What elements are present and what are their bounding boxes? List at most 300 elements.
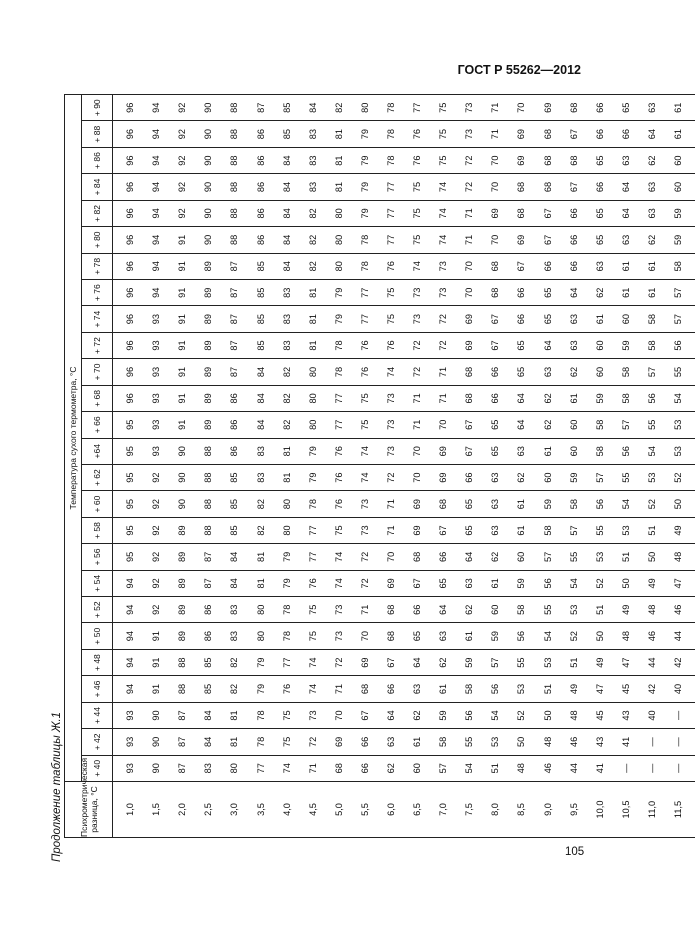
humidity-value-cell: 40 <box>639 702 665 728</box>
humidity-value-cell: 77 <box>378 174 404 200</box>
humidity-value-cell: 65 <box>456 517 482 543</box>
humidity-value-cell: 69 <box>326 729 352 755</box>
temperature-column-header: + 80 <box>82 227 113 253</box>
humidity-value-cell: 85 <box>247 253 273 279</box>
humidity-value-cell: 85 <box>274 95 300 121</box>
table-row <box>508 95 534 838</box>
humidity-value-cell: 90 <box>195 95 221 121</box>
humidity-value-cell: 70 <box>482 174 508 200</box>
humidity-value-cell: 73 <box>326 623 352 649</box>
humidity-value-cell: 74 <box>352 438 378 464</box>
humidity-value-cell: 83 <box>274 332 300 358</box>
humidity-value-cell: 87 <box>221 332 247 358</box>
humidity-value-cell: 92 <box>143 464 169 490</box>
humidity-value-cell: 59 <box>665 227 695 253</box>
humidity-value-cell: 71 <box>456 200 482 226</box>
humidity-value-cell: 89 <box>195 385 221 411</box>
humidity-value-cell: 86 <box>195 623 221 649</box>
humidity-value-cell: 65 <box>456 491 482 517</box>
humidity-value-cell: 72 <box>300 729 326 755</box>
humidity-value-cell: 80 <box>300 385 326 411</box>
humidity-value-cell: 92 <box>143 597 169 623</box>
humidity-value-cell: 89 <box>195 253 221 279</box>
humidity-value-cell: 83 <box>247 464 273 490</box>
humidity-value-cell: 89 <box>195 279 221 305</box>
humidity-value-cell: 94 <box>143 174 169 200</box>
humidity-value-cell: 90 <box>195 121 221 147</box>
humidity-value-cell: 67 <box>456 412 482 438</box>
humidity-value-cell: 96 <box>113 227 144 253</box>
humidity-value-cell: 65 <box>587 147 613 173</box>
humidity-value-cell: 50 <box>508 729 534 755</box>
temperature-column-header: + 56 <box>82 544 113 570</box>
humidity-value-cell: 75 <box>404 200 430 226</box>
humidity-value-cell: 77 <box>378 200 404 226</box>
humidity-value-cell: 68 <box>535 121 561 147</box>
humidity-value-cell: 61 <box>587 306 613 332</box>
table-row <box>561 95 587 838</box>
humidity-value-cell: 85 <box>247 306 273 332</box>
humidity-value-cell: 68 <box>561 147 587 173</box>
humidity-value-cell: 67 <box>535 200 561 226</box>
humidity-value-cell: — <box>665 729 695 755</box>
humidity-value-cell: 92 <box>143 544 169 570</box>
humidity-value-cell: 46 <box>561 729 587 755</box>
table-row <box>482 95 508 838</box>
humidity-value-cell: 84 <box>274 253 300 279</box>
humidity-value-cell: 69 <box>482 200 508 226</box>
humidity-value-cell: 57 <box>561 517 587 543</box>
table-header <box>65 95 113 838</box>
humidity-value-cell: 61 <box>639 253 665 279</box>
temperature-column-header: + 90 <box>82 95 113 121</box>
psychrometric-difference-cell: 1,5 <box>143 782 169 838</box>
humidity-value-cell: 87 <box>221 253 247 279</box>
humidity-value-cell: 67 <box>404 570 430 596</box>
humidity-value-cell: 67 <box>535 227 561 253</box>
humidity-value-cell: 63 <box>482 491 508 517</box>
table-body <box>113 95 695 838</box>
humidity-value-cell: 64 <box>535 332 561 358</box>
humidity-value-cell: 49 <box>613 597 639 623</box>
humidity-value-cell: 73 <box>352 517 378 543</box>
humidity-value-cell: 74 <box>430 227 456 253</box>
humidity-value-cell: 89 <box>195 306 221 332</box>
humidity-value-cell: 84 <box>274 174 300 200</box>
humidity-value-cell: 96 <box>113 253 144 279</box>
humidity-value-cell: 46 <box>665 597 695 623</box>
humidity-value-cell: 88 <box>195 491 221 517</box>
humidity-value-cell: 91 <box>169 385 195 411</box>
humidity-value-cell: 87 <box>221 279 247 305</box>
humidity-value-cell: 82 <box>247 491 273 517</box>
humidity-value-cell: 66 <box>561 253 587 279</box>
humidity-value-cell: 80 <box>326 227 352 253</box>
humidity-value-cell: 73 <box>404 279 430 305</box>
temperature-column-header: + 52 <box>82 597 113 623</box>
humidity-value-cell: 59 <box>482 623 508 649</box>
humidity-value-cell: 82 <box>221 676 247 702</box>
humidity-value-cell: — <box>665 755 695 781</box>
humidity-value-cell: 76 <box>378 253 404 279</box>
humidity-value-cell: 72 <box>456 174 482 200</box>
humidity-value-cell: 52 <box>665 464 695 490</box>
humidity-value-cell: 75 <box>378 306 404 332</box>
humidity-value-cell: 80 <box>221 755 247 781</box>
humidity-value-cell: 95 <box>113 491 144 517</box>
humidity-value-cell: 88 <box>195 464 221 490</box>
humidity-value-cell: 75 <box>300 597 326 623</box>
temperature-columns-row <box>82 95 113 838</box>
humidity-value-cell: 66 <box>456 464 482 490</box>
humidity-value-cell: 88 <box>221 147 247 173</box>
humidity-value-cell: 69 <box>404 491 430 517</box>
table-row <box>639 95 665 838</box>
humidity-value-cell: 87 <box>247 95 273 121</box>
humidity-value-cell: 69 <box>456 306 482 332</box>
table-row <box>430 95 456 838</box>
psychrometric-difference-cell: 10,0 <box>587 782 613 838</box>
humidity-value-cell: 68 <box>378 597 404 623</box>
humidity-value-cell: 78 <box>378 121 404 147</box>
psychrometric-difference-cell: 8,5 <box>508 782 534 838</box>
humidity-value-cell: 86 <box>221 438 247 464</box>
psychrometric-difference-cell: 8,0 <box>482 782 508 838</box>
humidity-value-cell: 42 <box>639 676 665 702</box>
humidity-value-cell: 58 <box>587 438 613 464</box>
humidity-value-cell: 56 <box>508 623 534 649</box>
humidity-value-cell: 55 <box>639 412 665 438</box>
humidity-value-cell: 58 <box>561 491 587 517</box>
humidity-value-cell: 76 <box>352 359 378 385</box>
humidity-value-cell: 90 <box>169 464 195 490</box>
humidity-value-cell: 96 <box>113 147 144 173</box>
humidity-value-cell: 60 <box>404 755 430 781</box>
humidity-value-cell: 70 <box>482 147 508 173</box>
humidity-value-cell: 52 <box>587 570 613 596</box>
humidity-value-cell: 76 <box>404 147 430 173</box>
humidity-value-cell: 63 <box>482 517 508 543</box>
humidity-value-cell: 55 <box>561 544 587 570</box>
humidity-value-cell: 61 <box>482 570 508 596</box>
humidity-value-cell: 63 <box>430 623 456 649</box>
table-row <box>456 95 482 838</box>
humidity-value-cell: 75 <box>352 412 378 438</box>
humidity-value-cell: 68 <box>508 174 534 200</box>
humidity-value-cell: 48 <box>665 544 695 570</box>
humidity-value-cell: 72 <box>404 332 430 358</box>
humidity-value-cell: 87 <box>169 755 195 781</box>
humidity-value-cell: 70 <box>456 279 482 305</box>
humidity-value-cell: 80 <box>300 412 326 438</box>
humidity-value-cell: 78 <box>326 359 352 385</box>
humidity-value-cell: 54 <box>482 702 508 728</box>
humidity-value-cell: 89 <box>195 332 221 358</box>
humidity-value-cell: 52 <box>561 623 587 649</box>
humidity-value-cell: 60 <box>665 147 695 173</box>
humidity-value-cell: 64 <box>508 385 534 411</box>
humidity-value-cell: 76 <box>300 570 326 596</box>
humidity-value-cell: 94 <box>143 121 169 147</box>
humidity-value-cell: 61 <box>508 491 534 517</box>
humidity-value-cell: 43 <box>613 702 639 728</box>
table-row <box>587 95 613 838</box>
humidity-value-cell: 66 <box>404 597 430 623</box>
humidity-value-cell: 90 <box>169 438 195 464</box>
humidity-value-cell: 70 <box>430 412 456 438</box>
humidity-value-cell: 94 <box>143 95 169 121</box>
humidity-value-cell: 63 <box>613 227 639 253</box>
humidity-value-cell: 64 <box>430 597 456 623</box>
humidity-value-cell: 96 <box>113 121 144 147</box>
humidity-value-cell: 85 <box>221 491 247 517</box>
humidity-value-cell: 81 <box>274 464 300 490</box>
humidity-value-cell: 85 <box>274 121 300 147</box>
humidity-value-cell: 91 <box>169 253 195 279</box>
humidity-value-cell: 93 <box>143 438 169 464</box>
temperature-column-header: + 76 <box>82 279 113 305</box>
humidity-value-cell: 79 <box>300 464 326 490</box>
humidity-value-cell: 67 <box>482 332 508 358</box>
psychrometric-difference-cell: 10,5 <box>613 782 639 838</box>
humidity-value-cell: 69 <box>430 464 456 490</box>
humidity-value-cell: 68 <box>482 279 508 305</box>
humidity-value-cell: 50 <box>639 544 665 570</box>
humidity-value-cell: 73 <box>378 412 404 438</box>
humidity-value-cell: 77 <box>300 544 326 570</box>
humidity-value-cell: 63 <box>482 464 508 490</box>
humidity-value-cell: 68 <box>482 253 508 279</box>
humidity-value-cell: 94 <box>143 200 169 226</box>
humidity-value-cell: 83 <box>300 121 326 147</box>
humidity-value-cell: 45 <box>587 702 613 728</box>
humidity-value-cell: 75 <box>326 517 352 543</box>
humidity-value-cell: 93 <box>113 729 144 755</box>
humidity-value-cell: 84 <box>274 227 300 253</box>
humidity-value-cell: 72 <box>404 359 430 385</box>
humidity-value-cell: 67 <box>430 517 456 543</box>
humidity-value-cell: 91 <box>169 359 195 385</box>
humidity-value-cell: 80 <box>326 253 352 279</box>
humidity-value-cell: 75 <box>352 385 378 411</box>
humidity-value-cell: 90 <box>195 174 221 200</box>
humidity-value-cell: 65 <box>535 306 561 332</box>
humidity-value-cell: 79 <box>300 438 326 464</box>
humidity-value-cell: 85 <box>247 279 273 305</box>
humidity-value-cell: 76 <box>326 491 352 517</box>
temperature-column-header: + 86 <box>82 147 113 173</box>
humidity-value-cell: 77 <box>378 227 404 253</box>
humidity-value-cell: 91 <box>143 649 169 675</box>
humidity-value-cell: 78 <box>274 597 300 623</box>
humidity-value-cell: 66 <box>535 253 561 279</box>
humidity-value-cell: 54 <box>613 491 639 517</box>
temperature-column-header: + 82 <box>82 200 113 226</box>
humidity-value-cell: 79 <box>352 200 378 226</box>
humidity-value-cell: 82 <box>326 95 352 121</box>
humidity-value-cell: 51 <box>639 517 665 543</box>
humidity-value-cell: 64 <box>613 174 639 200</box>
humidity-value-cell: 83 <box>274 279 300 305</box>
standard-number: ГОСТ Р 55262—2012 <box>457 63 581 77</box>
humidity-value-cell: 57 <box>665 306 695 332</box>
humidity-value-cell: 47 <box>613 649 639 675</box>
humidity-value-cell: 73 <box>326 597 352 623</box>
humidity-value-cell: 88 <box>221 200 247 226</box>
humidity-value-cell: 85 <box>195 676 221 702</box>
humidity-value-cell: 89 <box>169 544 195 570</box>
humidity-value-cell: 58 <box>535 517 561 543</box>
table-row <box>274 95 300 838</box>
humidity-value-cell: 70 <box>482 227 508 253</box>
temperature-column-header: + 88 <box>82 121 113 147</box>
humidity-value-cell: 72 <box>352 570 378 596</box>
humidity-value-cell: 56 <box>482 676 508 702</box>
temperature-column-header: + 72 <box>82 332 113 358</box>
humidity-value-cell: 77 <box>326 412 352 438</box>
temperature-column-header: + 60 <box>82 491 113 517</box>
humidity-value-cell: 76 <box>326 438 352 464</box>
temperature-column-header: + 74 <box>82 306 113 332</box>
humidity-value-cell: 65 <box>482 438 508 464</box>
humidity-value-cell: 96 <box>113 385 144 411</box>
table-row <box>195 95 221 838</box>
humidity-value-cell: 78 <box>274 623 300 649</box>
humidity-value-cell: 49 <box>665 517 695 543</box>
psychrometric-difference-cell: 5,5 <box>352 782 378 838</box>
humidity-value-cell: 53 <box>561 597 587 623</box>
humidity-value-cell: 94 <box>143 227 169 253</box>
humidity-value-cell: 48 <box>508 755 534 781</box>
humidity-value-cell: 96 <box>113 332 144 358</box>
humidity-value-cell: 62 <box>378 755 404 781</box>
humidity-value-cell: 59 <box>613 332 639 358</box>
humidity-value-cell: 92 <box>169 200 195 226</box>
psychrometric-difference-cell: 7,0 <box>430 782 456 838</box>
psychrometric-difference-cell: 9,5 <box>561 782 587 838</box>
humidity-value-cell: 71 <box>326 676 352 702</box>
humidity-value-cell: 55 <box>535 597 561 623</box>
humidity-value-cell: 68 <box>352 676 378 702</box>
humidity-value-cell: 62 <box>639 227 665 253</box>
humidity-value-cell: 81 <box>326 121 352 147</box>
humidity-value-cell: 63 <box>535 359 561 385</box>
humidity-value-cell: 81 <box>300 279 326 305</box>
humidity-value-cell: 87 <box>221 306 247 332</box>
humidity-value-cell: 73 <box>456 95 482 121</box>
humidity-value-cell: 72 <box>430 306 456 332</box>
humidity-value-cell: 44 <box>561 755 587 781</box>
humidity-value-cell: 77 <box>326 385 352 411</box>
humidity-value-cell: 91 <box>169 306 195 332</box>
humidity-value-cell: 78 <box>352 227 378 253</box>
humidity-value-cell: 73 <box>378 385 404 411</box>
humidity-value-cell: 96 <box>113 95 144 121</box>
humidity-value-cell: 65 <box>508 359 534 385</box>
humidity-value-cell: 59 <box>535 491 561 517</box>
psychrometric-difference-cell: 11,0 <box>639 782 665 838</box>
humidity-value-cell: 78 <box>326 332 352 358</box>
column-group-dry-bulb-temperature: Температура сухого термометра, °С <box>65 95 82 782</box>
humidity-value-cell: 73 <box>404 306 430 332</box>
humidity-value-cell: 74 <box>430 174 456 200</box>
humidity-value-cell: 71 <box>352 597 378 623</box>
humidity-value-cell: 58 <box>430 729 456 755</box>
humidity-value-cell: 41 <box>587 755 613 781</box>
humidity-value-cell: 71 <box>430 359 456 385</box>
humidity-value-cell: 58 <box>639 332 665 358</box>
humidity-value-cell: 58 <box>613 385 639 411</box>
humidity-value-cell: 74 <box>404 253 430 279</box>
humidity-value-cell: 61 <box>456 623 482 649</box>
humidity-value-cell: 94 <box>143 147 169 173</box>
humidity-value-cell: 96 <box>113 359 144 385</box>
humidity-value-cell: 87 <box>195 544 221 570</box>
humidity-value-cell: 86 <box>247 227 273 253</box>
humidity-value-cell: 71 <box>378 517 404 543</box>
humidity-value-cell: 79 <box>274 544 300 570</box>
humidity-value-cell: 74 <box>352 464 378 490</box>
humidity-value-cell: 88 <box>221 95 247 121</box>
humidity-value-cell: 66 <box>482 359 508 385</box>
humidity-value-cell: 82 <box>274 412 300 438</box>
humidity-value-cell: 65 <box>404 623 430 649</box>
temperature-column-header: + 42 <box>82 729 113 755</box>
humidity-value-cell: 84 <box>221 570 247 596</box>
humidity-value-cell: 88 <box>169 649 195 675</box>
humidity-value-cell: 69 <box>508 147 534 173</box>
humidity-value-cell: 82 <box>300 227 326 253</box>
humidity-value-cell: 95 <box>113 544 144 570</box>
humidity-value-cell: 92 <box>143 491 169 517</box>
humidity-value-cell: 49 <box>561 676 587 702</box>
humidity-value-cell: 96 <box>113 200 144 226</box>
humidity-value-cell: 54 <box>535 623 561 649</box>
humidity-value-cell: 62 <box>404 702 430 728</box>
page-number: 105 <box>565 846 585 858</box>
humidity-value-cell: 60 <box>482 597 508 623</box>
humidity-value-cell: 44 <box>665 623 695 649</box>
humidity-value-cell: 68 <box>404 544 430 570</box>
humidity-value-cell: 48 <box>639 597 665 623</box>
humidity-value-cell: 87 <box>169 702 195 728</box>
humidity-value-cell: 83 <box>274 306 300 332</box>
humidity-value-cell: 64 <box>561 279 587 305</box>
humidity-value-cell: 80 <box>326 200 352 226</box>
humidity-value-cell: 63 <box>639 174 665 200</box>
humidity-value-cell: 78 <box>378 95 404 121</box>
humidity-value-cell: 59 <box>508 570 534 596</box>
humidity-value-cell: 84 <box>274 147 300 173</box>
humidity-value-cell: 70 <box>378 544 404 570</box>
humidity-value-cell: 90 <box>143 729 169 755</box>
humidity-value-cell: 62 <box>430 649 456 675</box>
humidity-value-cell: 46 <box>639 623 665 649</box>
humidity-value-cell: 76 <box>352 332 378 358</box>
humidity-value-cell: 80 <box>352 95 378 121</box>
humidity-value-cell: 90 <box>195 227 221 253</box>
humidity-value-cell: 88 <box>195 517 221 543</box>
humidity-value-cell: 62 <box>456 597 482 623</box>
humidity-value-cell: 80 <box>274 491 300 517</box>
humidity-value-cell: 76 <box>404 121 430 147</box>
table-row <box>404 95 430 838</box>
humidity-value-cell: 81 <box>221 702 247 728</box>
humidity-value-cell: 86 <box>247 200 273 226</box>
table-row <box>665 95 695 838</box>
humidity-value-cell: 79 <box>352 147 378 173</box>
humidity-value-cell: 66 <box>482 385 508 411</box>
